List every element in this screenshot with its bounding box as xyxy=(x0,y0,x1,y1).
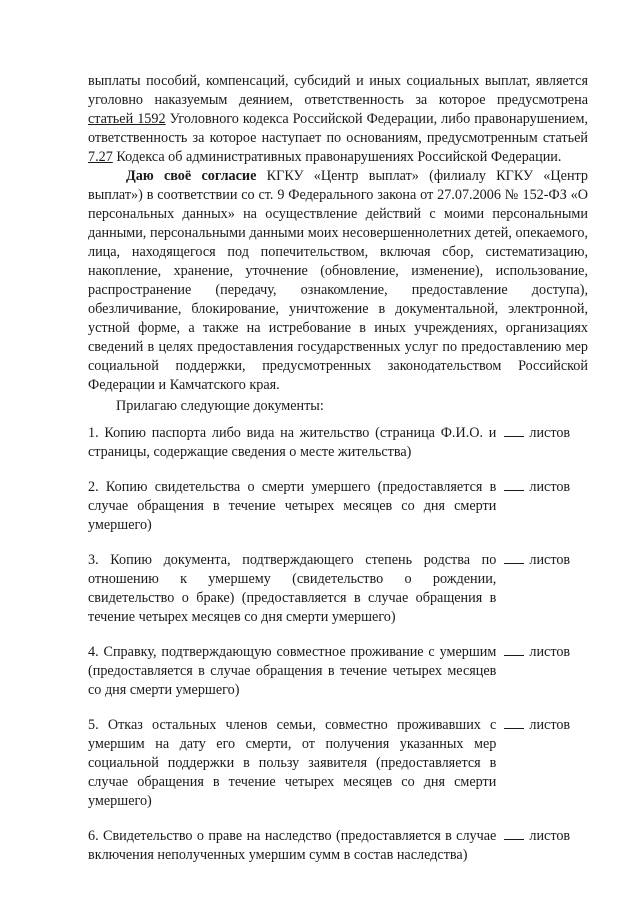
page-count-blank[interactable] xyxy=(504,551,524,564)
pages-unit-label: листов xyxy=(529,644,571,660)
documents-list xyxy=(88,424,588,865)
consent-bold-label: Даю своё согласие xyxy=(126,168,257,184)
document-page xyxy=(88,72,588,881)
document-description: 6. Свидетельство о праве на наследство (предоставляется в случае включения неполученных умершим сумм в состав наследства) xyxy=(88,828,497,863)
liability-text-a: выплаты пособий, компенсаций, субсидий и иных социальных выплат, является уголовно наказуемым деянием, ответственность за которое предусмотрена xyxy=(88,73,588,108)
pages-unit-label: листов xyxy=(529,425,571,441)
document-row xyxy=(88,424,588,462)
liability-text-c: Кодекса об административных правонарушениях Российской Федерации. xyxy=(112,149,562,165)
liability-text-b: Уголовного кодекса Российской Федерации, либо правонарушением, ответственность за которое наступает по основаниям, предусмотренным статьей xyxy=(88,111,588,146)
page-count-cell xyxy=(496,478,588,497)
document-row xyxy=(88,478,588,535)
pages-unit-label: листов xyxy=(529,552,571,568)
document-description: 5. Отказ остальных членов семьи, совместно проживавших с умершим на дату его смерти, от получения указанных мер социальной поддержки в пользу заявителя (предоставляется в случае обращения в течение четырех месяцев со дня смерти умершего) xyxy=(88,717,497,809)
page-count-blank[interactable] xyxy=(504,716,524,729)
document-row xyxy=(88,827,588,865)
page-count-blank[interactable] xyxy=(504,827,524,840)
pages-unit-label: листов xyxy=(529,479,571,495)
page-count-cell xyxy=(496,551,588,570)
pages-unit-label: листов xyxy=(529,828,571,844)
page-count-blank[interactable] xyxy=(504,478,524,491)
document-description: 3. Копию документа, подтверждающего степень родства по отношению к умершему (свидетельство о рождении, свидетельство о браке) (предоставляется в случае обращения в течение четырех месяцев со дня смерти умершего) xyxy=(88,552,497,625)
page-count-cell xyxy=(496,424,588,443)
page-count-cell xyxy=(496,643,588,662)
page-count-blank[interactable] xyxy=(504,424,524,437)
page-count-cell xyxy=(496,827,588,846)
document-description: 4. Справку, подтверждающую совместное проживание с умершим (предоставляется в случае обращения в течение четырех месяцев со дня смерти умершего) xyxy=(88,644,497,698)
admin-code-link[interactable]: 7.27 xyxy=(88,149,113,165)
consent-paragraph xyxy=(88,167,588,395)
documents-heading: Прилагаю следующие документы: xyxy=(116,398,324,414)
consent-text: КГКУ «Центр выплат» (филиалу КГКУ «Центр выплат») в соответствии со ст. 9 Федерального закона от 27.07.2006 № 152-ФЗ «О персональных данных» на осуществление действий с моими персональными данными, персональными данными моих несовершеннолетних детей, опекаемого, лица, находящегося под попечительством, включая сбор, систематизацию, накопление, хранение, уточнение (обновление, изменение), использование, распространение (передачу, ознакомление, предоставление доступа), обезличивание, блокирование, уничтожение в документальной, электронной, устной форме, а также на истребование в иных учреждениях, организациях сведений в целях предоставления государственных услуг по предоставлению мер социальной поддержки, предусмотренных законодательством Российской Федерации и Камчатского края. xyxy=(88,168,589,393)
document-description: 2. Копию свидетельства о смерти умершего (предоставляется в случае обращения в течение четырех месяцев со дня смерти умершего) xyxy=(88,479,497,533)
page-count-blank[interactable] xyxy=(504,643,524,656)
document-description: 1. Копию паспорта либо вида на жительство (страница Ф.И.О. и страницы, содержащие сведения о месте жительства) xyxy=(88,425,497,460)
page-count-cell xyxy=(496,716,588,735)
document-row xyxy=(88,643,588,700)
document-row xyxy=(88,551,588,627)
liability-paragraph xyxy=(88,72,588,167)
pages-unit-label: листов xyxy=(529,717,571,733)
document-row xyxy=(88,716,588,811)
criminal-code-link[interactable]: статьей 1592 xyxy=(88,111,166,127)
